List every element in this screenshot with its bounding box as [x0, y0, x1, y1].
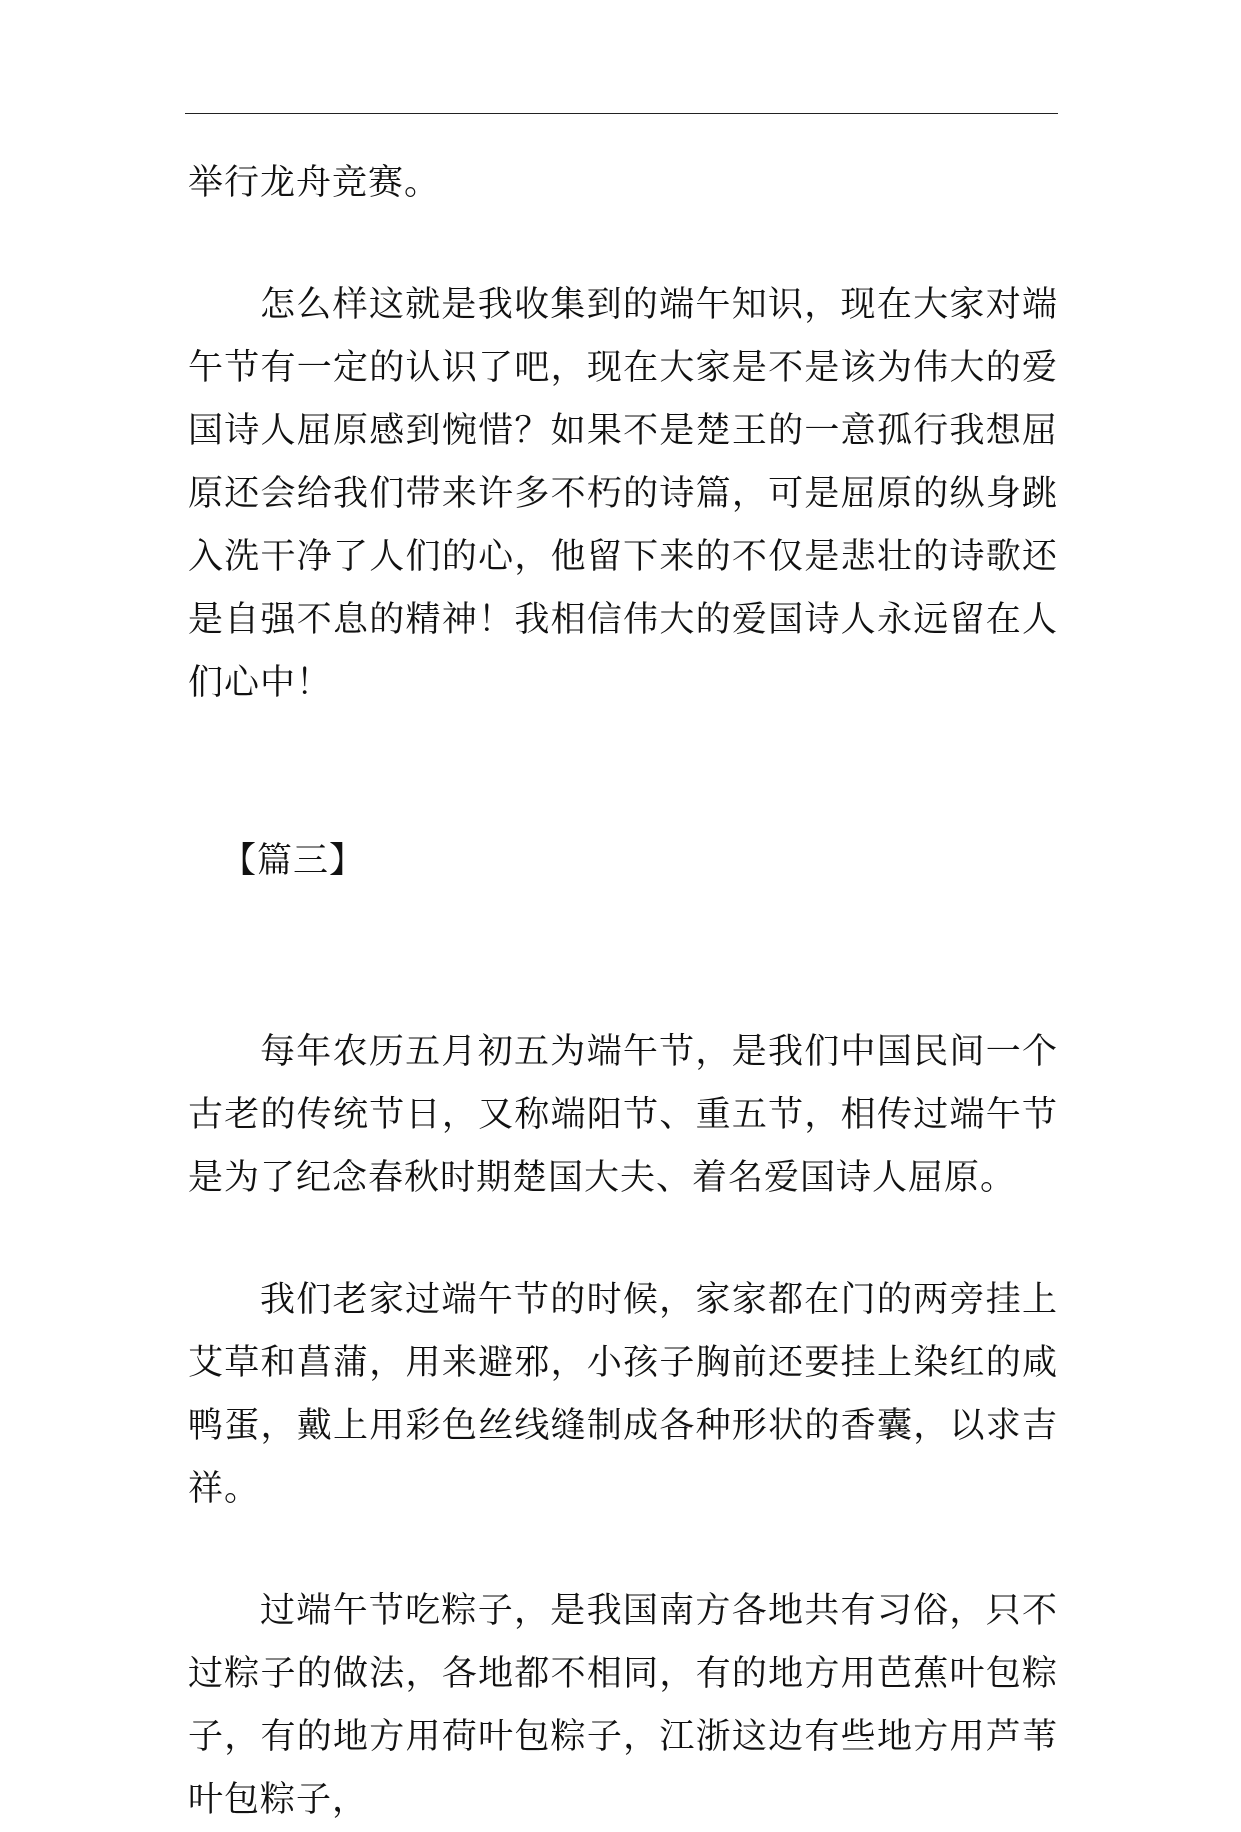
- document-body: [188, 152, 1058, 1832]
- paragraph-customs: 我们老家过端午节的时候，家家都在门的两旁挂上艾草和菖蒲，用来避邪，小孩子胸前还要挂上染红的咸鸭蛋，戴上用彩色丝线缝制成各种形状的香囊，以求吉祥。: [188, 1280, 1058, 1509]
- section-spacer: [188, 893, 1058, 1021]
- paragraph-continuation: 举行龙舟竞赛。: [188, 163, 441, 203]
- section-heading: 【篇三】: [221, 841, 366, 881]
- header-rule: [185, 113, 1058, 114]
- paragraph-spacer: [188, 215, 1058, 274]
- paragraph-spacer: [188, 1210, 1058, 1269]
- paragraph-conclusion: 怎么样这就是我收集到的端午知识，现在大家对端午节有一定的认识了吧，现在大家是不是该为伟大的爱国诗人屈原感到惋惜？如果不是楚王的一意孤行我想屈原还会给我们带来许多不朽的诗篇，可是屈原的纵身跳入洗干净了人们的心，他留下来的不仅是悲壮的诗歌还是自强不息的精神！我相信伟大的爱国诗人永远留在人们心中！: [188, 285, 1058, 703]
- paragraph-zongzi: 过端午节吃粽子，是我国南方各地共有习俗，只不过粽子的做法，各地都不相同，有的地方用芭蕉叶包粽子，有的地方用荷叶包粽子，江浙这边有些地方用芦苇叶包粽子，: [188, 1591, 1058, 1820]
- section-spacer: [188, 715, 1058, 830]
- paragraph-intro: 每年农历五月初五为端午节，是我们中国民间一个古老的传统节日，又称端阳节、重五节，相传过端午节是为了纪念春秋时期楚国大夫、着名爱国诗人屈原。: [188, 1032, 1058, 1198]
- paragraph-spacer: [188, 1521, 1058, 1580]
